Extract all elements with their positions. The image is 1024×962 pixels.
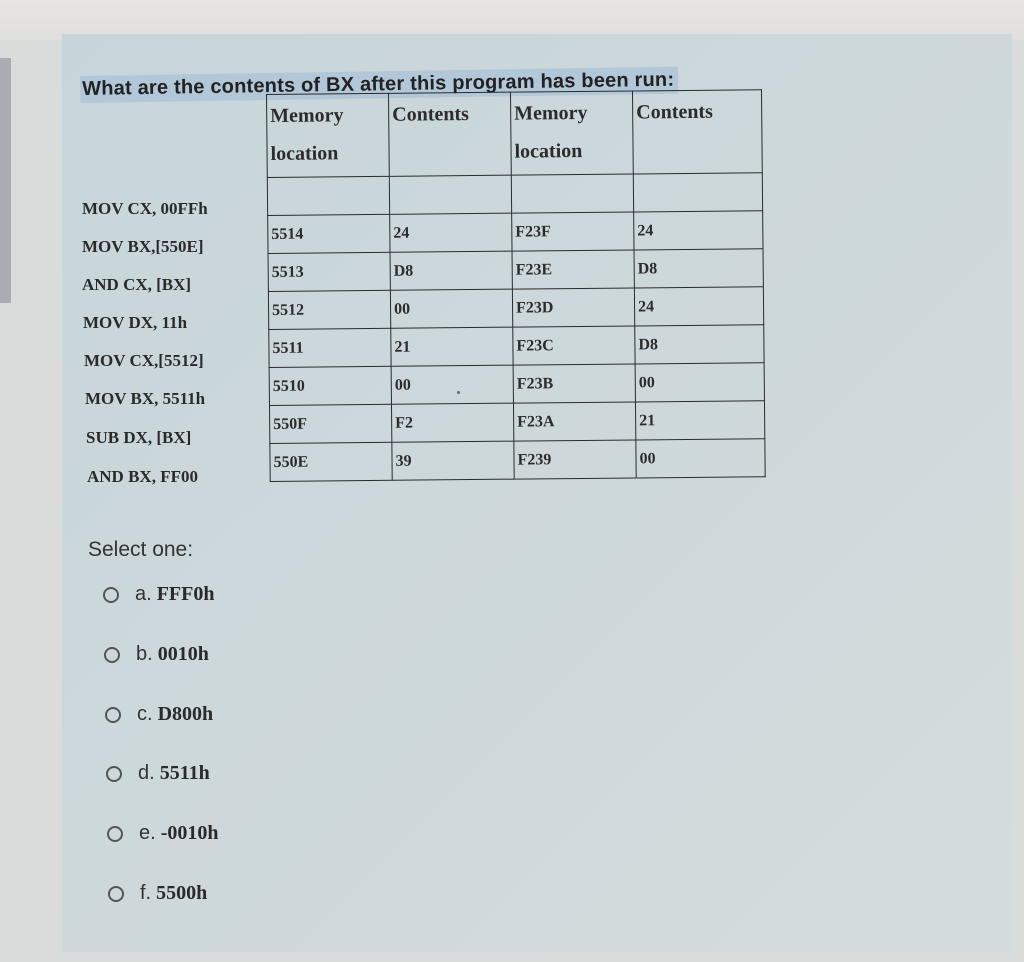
option-letter: c.	[137, 703, 153, 725]
table-row	[269, 401, 764, 444]
option-letter: a.	[135, 583, 152, 605]
table-row	[268, 249, 763, 292]
table-cell: 00	[390, 289, 512, 328]
stray-dot	[457, 391, 460, 394]
table-row	[267, 173, 762, 216]
table-cell: D8	[635, 325, 764, 364]
code-line: MOV CX, 00FFh	[82, 199, 208, 218]
table-cell: 24	[634, 287, 763, 326]
sidebar-edge	[0, 58, 11, 303]
radio-button-e[interactable]	[107, 826, 123, 842]
table-cell: F23D	[512, 288, 634, 327]
option-letter: d.	[138, 762, 155, 784]
code-line: AND BX, FF00	[87, 467, 198, 486]
code-line: SUB DX, [BX]	[86, 428, 192, 447]
table-cell: D8	[634, 249, 763, 288]
table-cell	[389, 175, 511, 214]
code-line: AND CX, [BX]	[82, 275, 192, 294]
table-cell: 00	[635, 363, 764, 402]
table-cell: F23A	[513, 402, 635, 441]
table-cell: 550F	[269, 404, 391, 443]
table-row	[269, 325, 764, 368]
option-value: 5511h	[159, 762, 210, 784]
table-row	[269, 363, 764, 406]
option-value: 0010h	[157, 643, 209, 665]
option-a[interactable]	[103, 583, 214, 606]
table-row	[268, 287, 763, 330]
table-cell: F2	[391, 403, 513, 442]
table-cell: F239	[514, 440, 636, 479]
option-value: D800h	[157, 703, 214, 725]
header-memory-location-2: Memory location	[510, 91, 633, 175]
option-f[interactable]	[108, 882, 207, 905]
table-cell: 550E	[270, 442, 392, 481]
table-cell: 24	[390, 213, 512, 252]
table-cell: 21	[635, 401, 764, 440]
code-line: MOV BX,[550E]	[82, 237, 204, 256]
header-contents-1: Contents	[388, 92, 511, 176]
memory-table	[266, 89, 766, 482]
table-cell: 5513	[268, 252, 390, 291]
table-cell: 39	[392, 441, 514, 480]
table-row	[268, 211, 763, 254]
radio-button-f[interactable]	[108, 886, 124, 902]
radio-button-b[interactable]	[104, 647, 120, 663]
code-line: MOV CX,[5512]	[84, 351, 204, 370]
option-value: FFF0h	[156, 583, 215, 605]
table-cell	[511, 174, 633, 213]
table-cell: F23B	[513, 364, 635, 403]
option-letter: b.	[136, 643, 153, 665]
code-line: MOV DX, 11h	[83, 313, 188, 332]
table-cell: 00	[636, 439, 765, 478]
header-contents-2: Contents	[632, 90, 762, 174]
table-cell: D8	[390, 251, 512, 290]
table-cell: F23F	[512, 212, 634, 251]
option-b[interactable]	[104, 643, 209, 666]
table-row	[270, 439, 765, 482]
radio-button-c[interactable]	[105, 707, 121, 723]
table-cell: 5512	[268, 290, 390, 329]
option-value: 5500h	[156, 882, 208, 904]
option-value: -0010h	[160, 822, 219, 844]
table-cell: 21	[391, 327, 513, 366]
option-d[interactable]	[106, 762, 210, 785]
table-cell: 5514	[268, 214, 390, 253]
table-cell: 5511	[269, 328, 391, 367]
select-one-label: Select one:	[88, 538, 194, 561]
table-cell: 24	[634, 211, 763, 250]
table-cell	[267, 176, 389, 215]
code-line: MOV BX, 5511h	[85, 389, 206, 408]
option-letter: e.	[139, 822, 156, 844]
option-e[interactable]	[107, 822, 218, 845]
option-letter: f.	[140, 882, 152, 904]
table-cell	[633, 173, 762, 212]
radio-button-a[interactable]	[103, 587, 119, 603]
table-cell: F23E	[512, 250, 634, 289]
option-c[interactable]	[105, 703, 213, 726]
table-cell: 00	[391, 365, 513, 404]
table-cell: 5510	[269, 366, 391, 405]
table-header-row	[267, 90, 763, 178]
question-text: What are the contents of BX after this program has been run:	[80, 67, 678, 103]
header-memory-location-1: Memory location	[267, 93, 390, 177]
radio-button-d[interactable]	[106, 766, 122, 782]
table-cell: F23C	[513, 326, 635, 365]
